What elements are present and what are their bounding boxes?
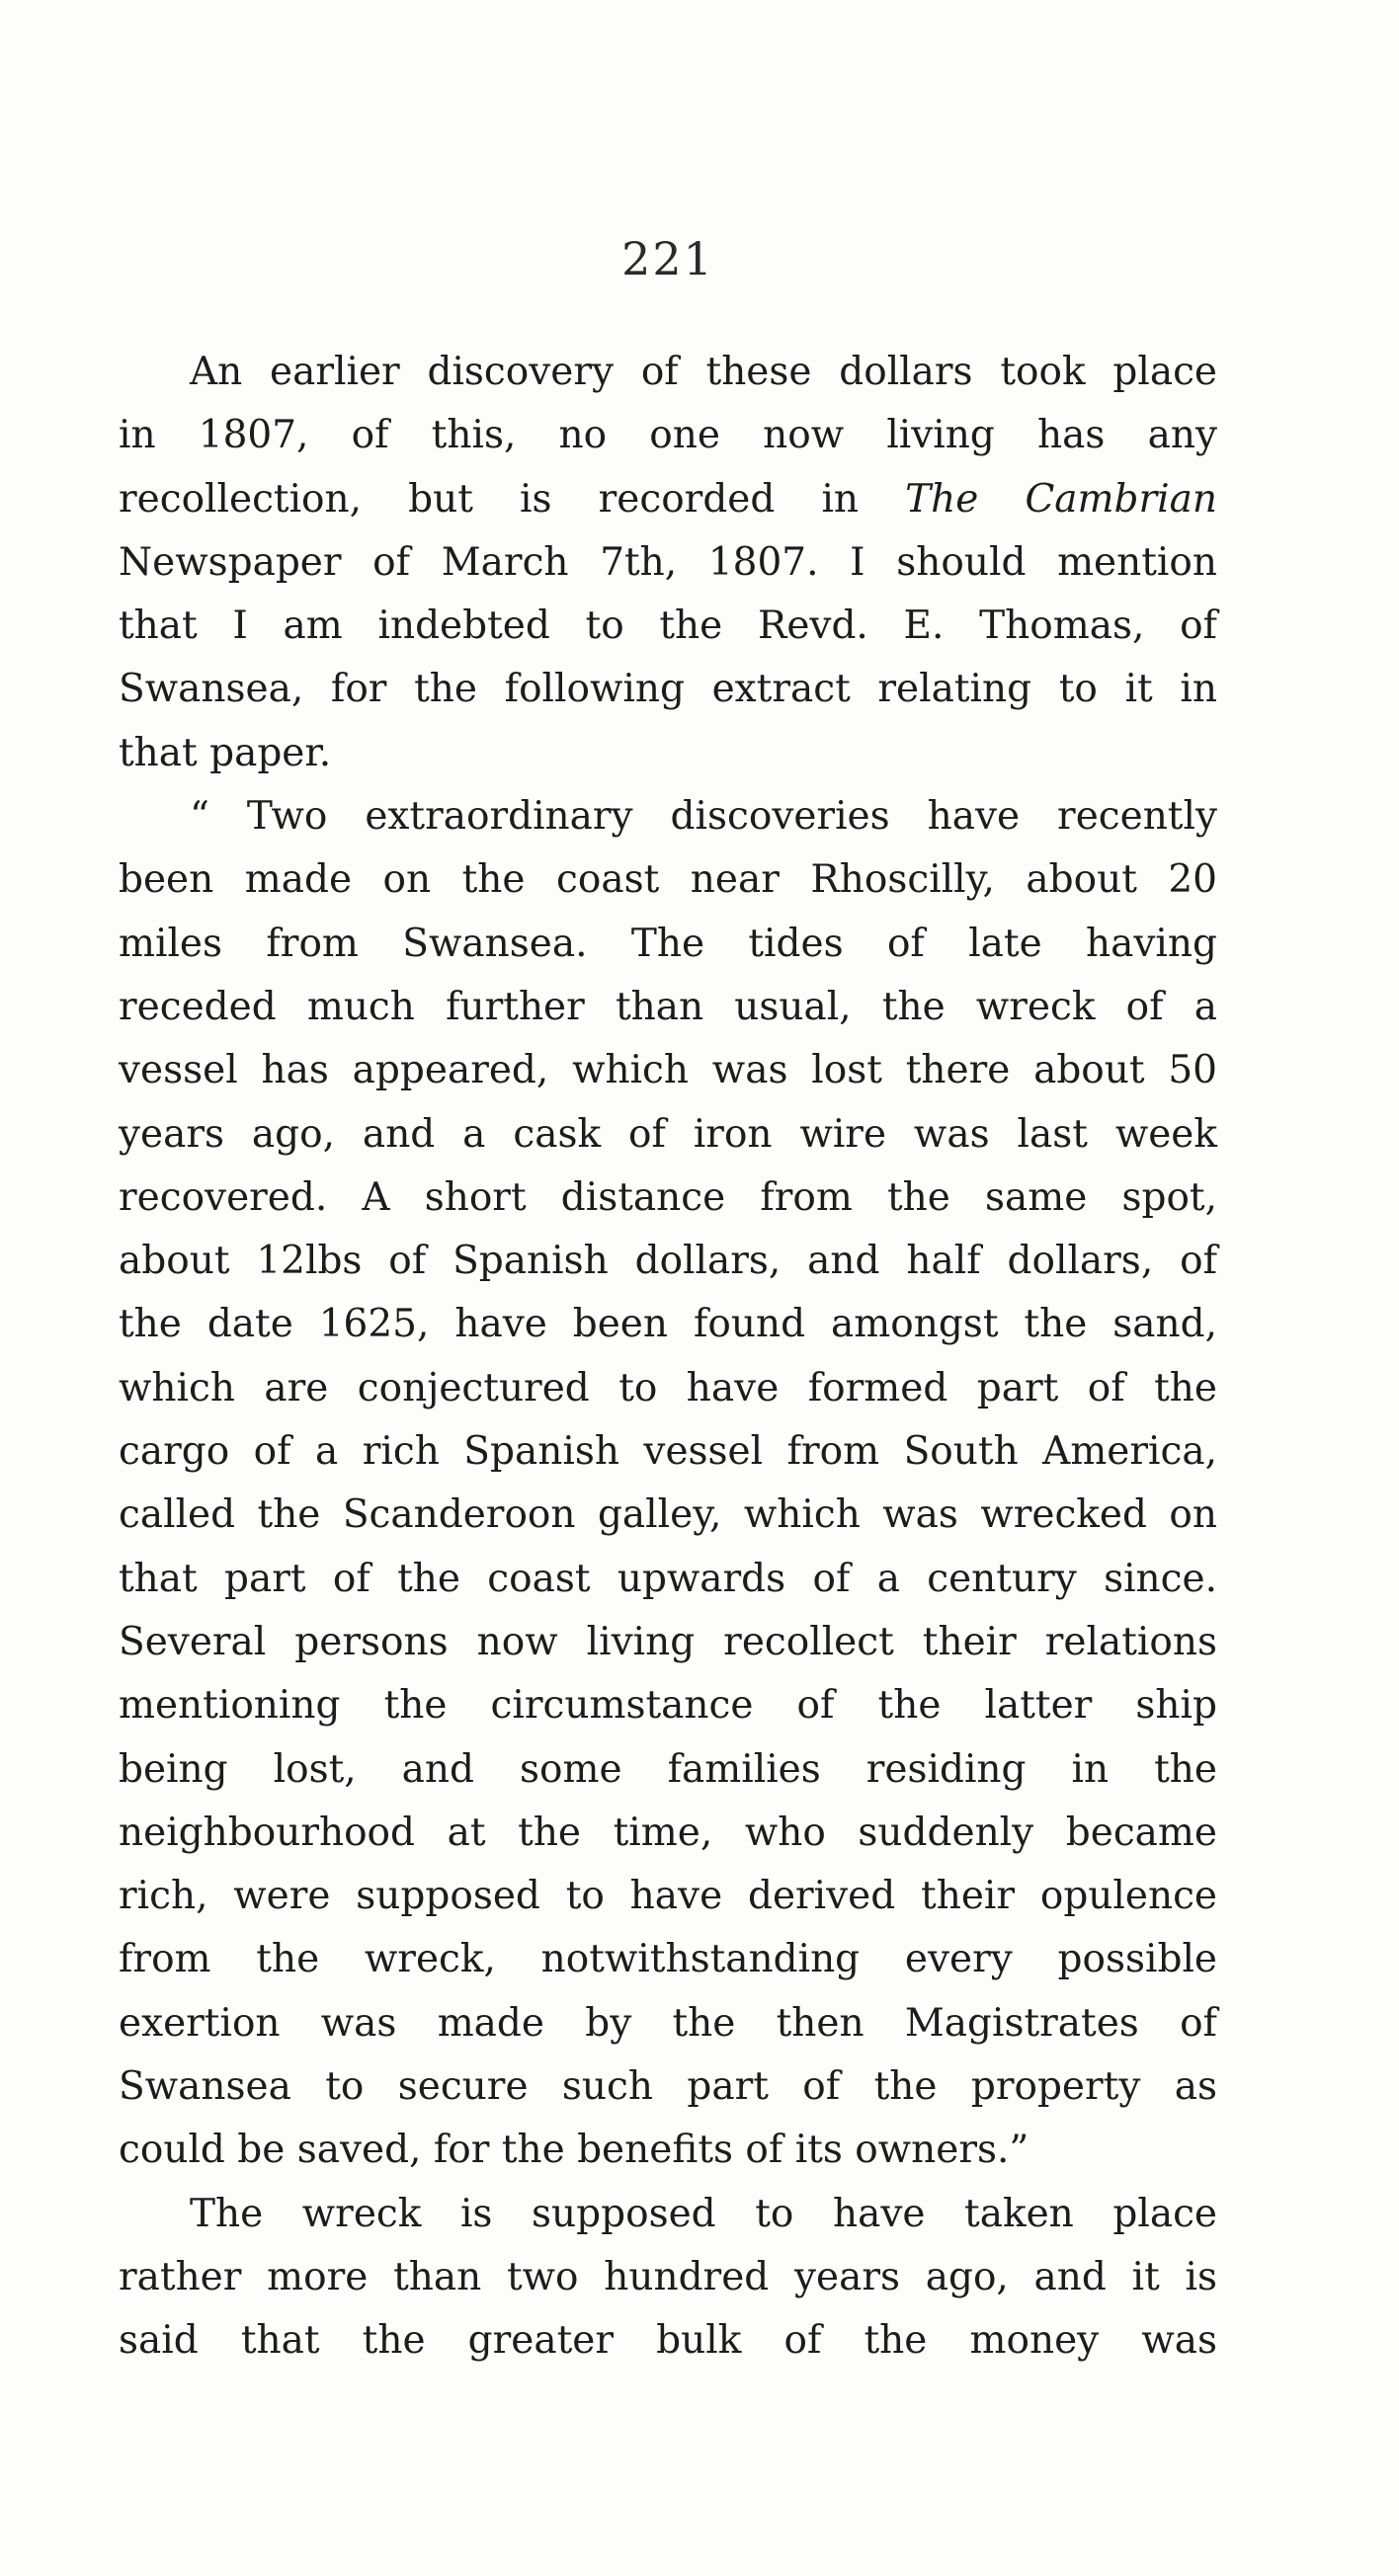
paragraph-2-quotation: [119, 785, 1217, 2183]
text-line: that part of the coast upwards of a century since.: [119, 1556, 1217, 1601]
text-line: mentioning the circumstance of the latter ship: [119, 1683, 1217, 1729]
text-line: about 12lbs of Spanish dollars, and half dollars, of: [119, 1239, 1217, 1284]
text-line: miles from Swansea. The tides of late having: [119, 921, 1217, 966]
text-line: been made on the coast near Rhoscilly, about 20: [119, 857, 1217, 903]
text-line: could be saved, for the benefits of its owners.”: [119, 2128, 1029, 2173]
text-line: An earlier discovery of these dollars took place: [190, 350, 1217, 394]
text-segment: recollection, but is recorded in: [119, 476, 906, 522]
text-line: from the wreck, notwithstanding every possible: [119, 1937, 1217, 1982]
paragraph-1: [119, 341, 1217, 785]
text-line: Newspaper of March 7th, 1807. I should mention: [119, 539, 1217, 585]
text-line: years ago, and a cask of iron wire was last week: [119, 1111, 1217, 1157]
text-line: vessel has appeared, which was lost there about 50: [119, 1048, 1217, 1093]
text-line: Several persons now living recollect their relations: [119, 1619, 1217, 1664]
text-line: The wreck is supposed to have taken place: [190, 2191, 1217, 2236]
text-line-with-italic: [119, 468, 1217, 531]
text-line: rather more than two hundred years ago, and it is: [119, 2254, 1217, 2299]
paragraph-3: [119, 2183, 1217, 2374]
text-line: Swansea to secure such part of the property as: [119, 2064, 1217, 2110]
text-line: recovered. A short distance from the same spot,: [119, 1174, 1217, 1220]
text-line: being lost, and some families residing in the: [119, 1746, 1217, 1792]
text-line: said that the greater bulk of the money was: [119, 2318, 1217, 2364]
text-line: receded much further than usual, the wreck of a: [119, 984, 1217, 1029]
newspaper-title: The Cambrian: [905, 476, 1217, 522]
text-line: rich, were supposed to have derived their opulence: [119, 1874, 1217, 1919]
text-line: neighbourhood at the time, who suddenly became: [119, 1810, 1217, 1855]
book-page: [119, 232, 1217, 2374]
text-line: that paper.: [119, 730, 332, 775]
text-line: which are conjectured to have formed part of the: [119, 1365, 1217, 1410]
page-number: 221: [621, 232, 714, 285]
text-line: called the Scanderoon galley, which was wrecked on: [119, 1492, 1217, 1538]
text-line: cargo of a rich Spanish vessel from South America,: [119, 1429, 1217, 1475]
text-line: Swansea, for the following extract relating to it in: [119, 667, 1217, 712]
text-line: exertion was made by the then Magistrates of: [119, 2000, 1217, 2046]
text-line: the date 1625, have been found amongst the sand,: [119, 1302, 1217, 1347]
text-line: in 1807, of this, no one now living has any: [119, 413, 1217, 458]
text-line: “ Two extraordinary discoveries have recently: [190, 794, 1217, 840]
text-line: that I am indebted to the Revd. E. Thomas, of: [119, 604, 1217, 649]
